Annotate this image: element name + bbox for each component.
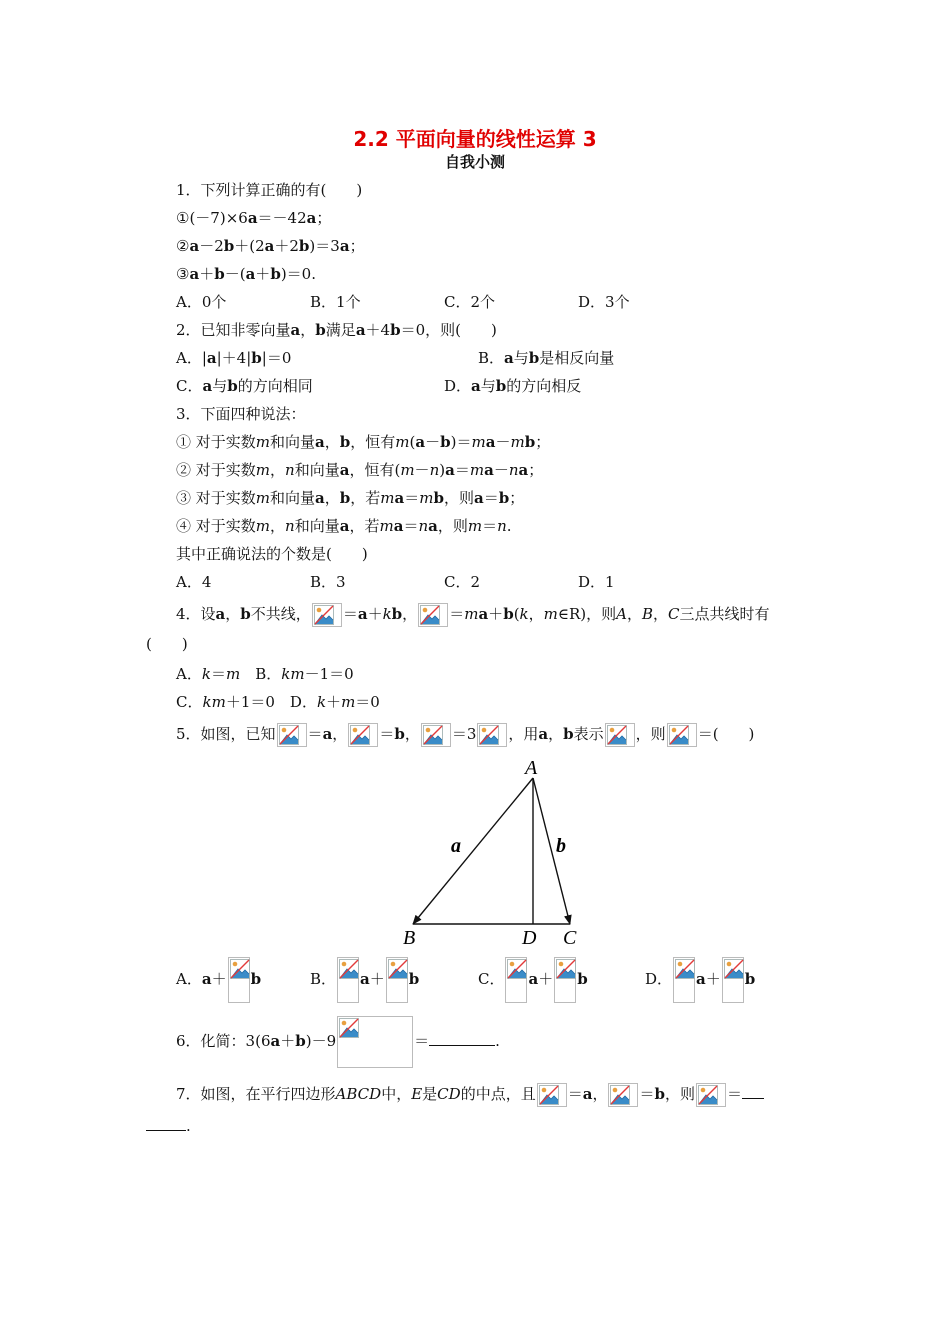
vector-image-icon xyxy=(418,603,448,627)
q1-option-d: D．3个 xyxy=(578,293,630,311)
fraction-image-icon xyxy=(337,957,359,1003)
q4-options-ab: A．k＝m B．km－1＝0 xyxy=(176,665,354,683)
vector-image-icon xyxy=(277,723,307,747)
q4-stem-cont: ( ) xyxy=(146,635,188,653)
q1-stem: 1．下列计算正确的有( ) xyxy=(176,181,363,199)
page-subtitle: 自我小测 xyxy=(444,153,505,171)
q3-option-d: D．1 xyxy=(578,573,615,591)
vertex-b-label: B xyxy=(403,927,416,948)
q3-statement-2: ② 对于实数m，n和向量a，恒有(m－n)a＝ma－na； xyxy=(176,461,544,479)
q3-option-b: B．3 xyxy=(310,573,346,591)
q2-option-d: D．a与b的方向相反 xyxy=(444,377,582,395)
answer-blank[interactable] xyxy=(146,1116,186,1131)
q5-option-b: B． a＋ b xyxy=(310,954,419,1004)
q3-statement-4: ④ 对于实数m，n和向量a，若ma＝na，则m＝n. xyxy=(176,517,512,535)
q3-stem: 3．下面四种说法： xyxy=(176,405,306,423)
q7-stem: 7．如图，在平行四边形ABCD中，E是CD的中点，且 ＝a， ＝b，则 ＝ xyxy=(176,1082,764,1107)
q2-option-a: A．|a|＋4|b|＝0 xyxy=(176,349,292,367)
answer-blank[interactable] xyxy=(742,1084,764,1099)
q1-option-c: C．2个 xyxy=(444,293,496,311)
q3-statement-3: ③ 对于实数m和向量a，b，若ma＝mb，则a＝b； xyxy=(176,489,525,507)
q6-stem: 6．化简：3(6a＋b)－9 ＝ . xyxy=(176,1014,500,1068)
q3-ask: 其中正确说法的个数是( ) xyxy=(176,545,368,563)
fraction-image-icon xyxy=(722,957,744,1003)
vector-image-icon xyxy=(421,723,451,747)
vertex-a-label: A xyxy=(525,757,538,779)
q4-options-cd: C．km＋1＝0 D．k＋m＝0 xyxy=(176,693,380,711)
q2-stem: 2．已知非零向量a，b满足a＋4b＝0，则( ) xyxy=(176,321,497,339)
vector-image-icon xyxy=(696,1083,726,1107)
page-title: 2.2 平面向量的线性运算 3 xyxy=(353,127,597,151)
vertex-d-label: D xyxy=(522,927,537,948)
fraction-image-icon xyxy=(673,957,695,1003)
q3-option-c: C．2 xyxy=(444,573,481,591)
vector-image-icon xyxy=(477,723,507,747)
q1-item-1: ①(－7)×6a＝－42a； xyxy=(176,209,332,227)
vector-image-icon xyxy=(348,723,378,747)
q1-item-2: ②a－2b＋(2a＋2b)＝3a； xyxy=(176,237,365,255)
q5-option-a: A．a＋ b xyxy=(176,954,261,1004)
fraction-image-icon xyxy=(554,957,576,1003)
q7-answer-cont: . xyxy=(146,1116,191,1136)
q3-statement-1: ① 对于实数m和向量a，b，恒有m(a－b)＝ma－mb； xyxy=(176,433,551,451)
triangle-figure xyxy=(395,752,595,948)
q1-item-3: ③a＋b－(a＋b)＝0. xyxy=(176,265,316,283)
fraction-image-icon xyxy=(228,957,250,1003)
vertex-c-label: C xyxy=(563,927,577,948)
answer-blank[interactable] xyxy=(429,1031,495,1046)
side-a-label: a xyxy=(451,835,461,857)
q2-option-c: C．a与b的方向相同 xyxy=(176,377,313,395)
vector-image-icon xyxy=(608,1083,638,1107)
vector-image-icon xyxy=(312,603,342,627)
fraction-image-icon xyxy=(386,957,408,1003)
q5-option-c: C． a＋ b xyxy=(478,954,588,1004)
q1-option-b: B．1个 xyxy=(310,293,361,311)
side-b-label: b xyxy=(556,835,566,857)
q3-option-a: A．4 xyxy=(176,573,212,591)
vector-a-arrow xyxy=(413,778,533,924)
vector-image-icon xyxy=(667,723,697,747)
q1-option-a: A．0个 xyxy=(176,293,227,311)
fraction-image-icon xyxy=(505,957,527,1003)
vector-image-icon xyxy=(605,723,635,747)
expression-image-icon xyxy=(337,1016,413,1068)
q5-option-d: D． a＋ b xyxy=(645,954,755,1004)
q2-option-b: B．a与b是相反向量 xyxy=(478,349,615,367)
q5-stem: 5．如图，已知 ＝a， ＝b， ＝3 ，用a，b表示 ，则 ＝( ) xyxy=(176,722,754,747)
q4-stem: 4．设a，b不共线， ＝a＋kb， ＝ma＋b(k，m∈R)，则A，B，C三点共线时有 xyxy=(176,602,770,627)
vector-image-icon xyxy=(537,1083,567,1107)
